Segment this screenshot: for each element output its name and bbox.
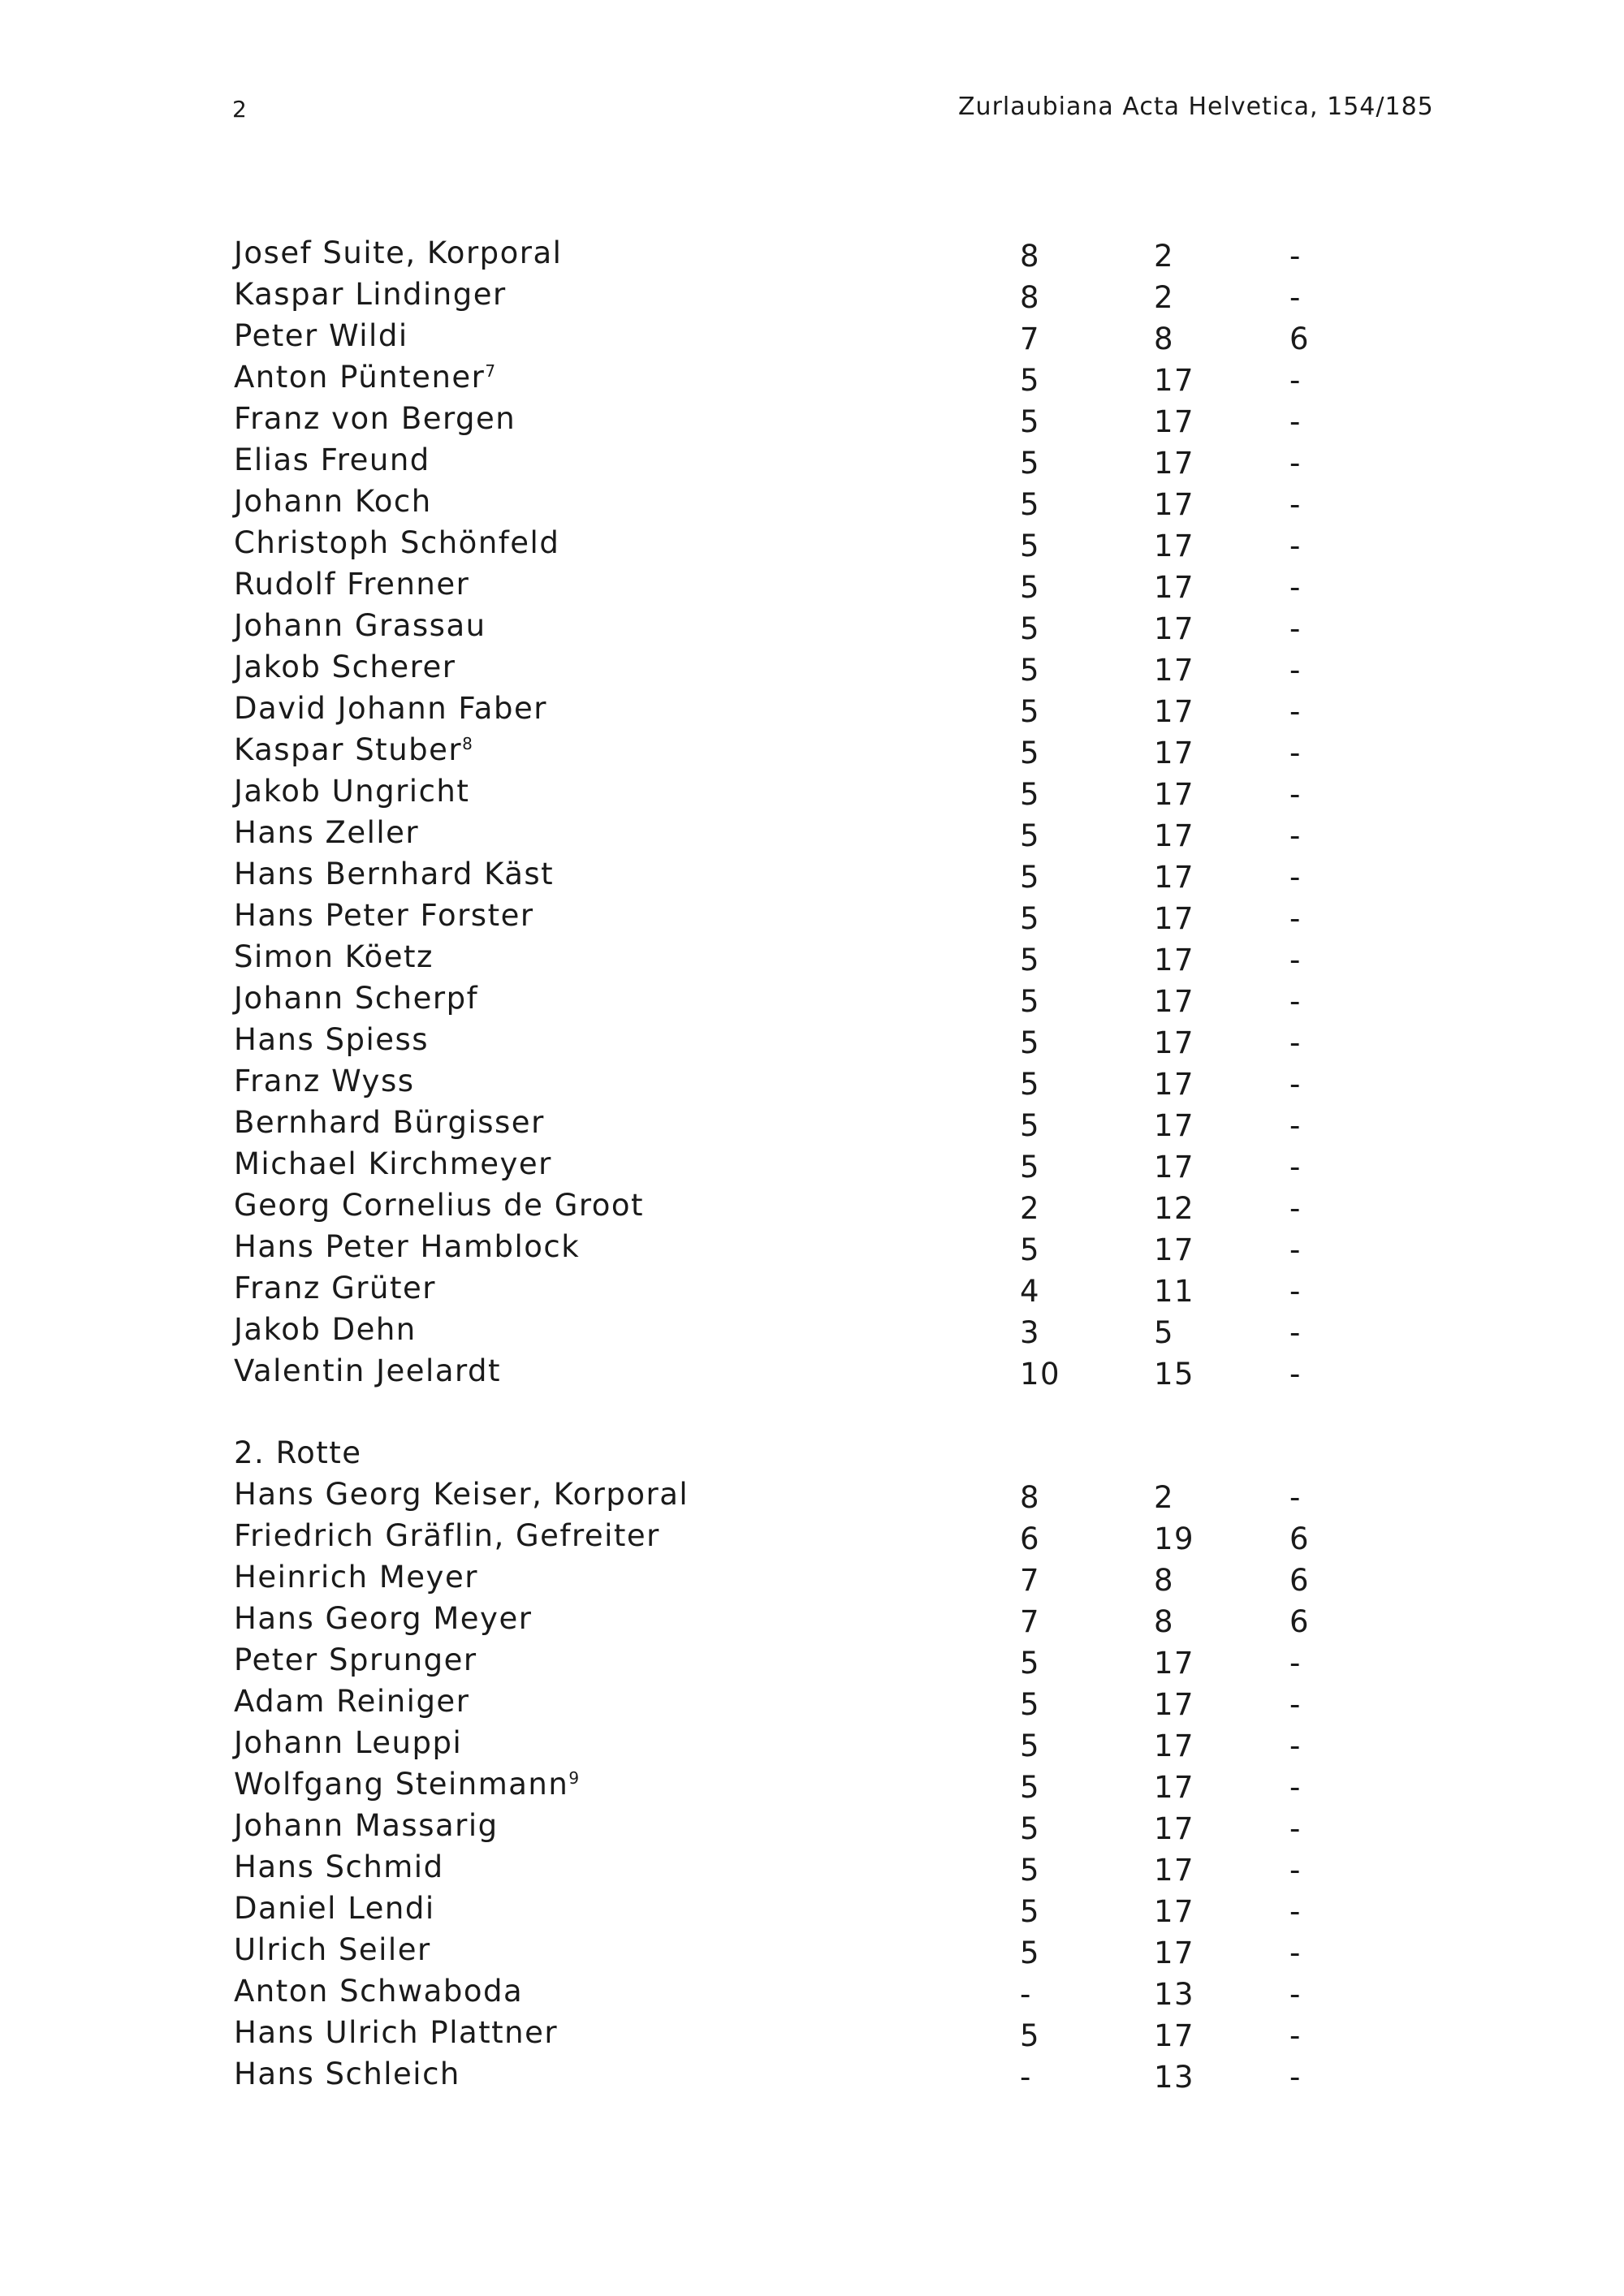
value-col-2: 19 (1154, 1521, 1195, 1556)
table-row (234, 1312, 1371, 1353)
value-col-2: 17 (1154, 1853, 1195, 1888)
table-row (234, 1477, 1371, 1518)
table-row (234, 235, 1371, 277)
table-row (234, 1105, 1371, 1146)
roster-section-1 (234, 235, 1371, 1395)
value-col-1: 5 (1020, 777, 1041, 812)
soldier-name (234, 815, 419, 850)
soldier-name (234, 1725, 462, 1760)
value-col-2: 17 (1154, 1894, 1195, 1929)
soldier-name (234, 732, 473, 767)
soldier-name (234, 567, 469, 602)
soldier-name (234, 691, 547, 726)
value-col-3: - (1289, 1150, 1302, 1185)
value-col-3: - (1289, 1480, 1302, 1515)
soldier-name-text: Franz Grüter (234, 1271, 436, 1306)
value-col-3: 6 (1289, 322, 1311, 356)
soldier-name-text: Ulrich Seiler (234, 1932, 431, 1967)
soldier-name (234, 1229, 580, 1264)
soldier-name (234, 2015, 558, 2050)
value-col-2: 17 (1154, 2018, 1195, 2053)
soldier-name-text: Johann Scherpf (234, 981, 479, 1016)
value-col-1: 5 (1020, 487, 1041, 522)
soldier-name (234, 1932, 431, 1967)
soldier-name (234, 442, 430, 477)
soldier-name (234, 318, 408, 353)
soldier-name (234, 981, 478, 1016)
value-col-3: - (1289, 1728, 1302, 1763)
soldier-name (234, 401, 516, 436)
table-row (234, 1146, 1371, 1188)
value-col-1: 5 (1020, 611, 1041, 646)
value-col-2: 17 (1154, 818, 1195, 853)
soldier-name (234, 1146, 552, 1181)
value-col-3: - (1289, 570, 1302, 605)
value-col-2: 8 (1154, 1604, 1175, 1639)
soldier-name-text: Anton Püntener (234, 360, 486, 395)
soldier-name-text: Rudolf Frenner (234, 567, 470, 602)
value-col-1: 5 (1020, 1936, 1041, 1970)
table-row (234, 442, 1371, 484)
value-col-1: 5 (1020, 1894, 1041, 1929)
table-row (234, 401, 1371, 442)
soldier-name (234, 1767, 579, 1802)
soldier-name (234, 525, 559, 560)
table-row (234, 2056, 1371, 2098)
value-col-3: - (1289, 1977, 1302, 2012)
value-col-3: - (1289, 1357, 1302, 1392)
value-col-1: 5 (1020, 901, 1041, 936)
soldier-name (234, 1518, 660, 1553)
value-col-3: - (1289, 1770, 1302, 1805)
roster-section-2 (234, 1477, 1371, 2098)
table-row (234, 898, 1371, 939)
soldier-name-text: David Johann Faber (234, 691, 547, 726)
table-row (234, 1932, 1371, 1974)
soldier-name (234, 1312, 417, 1347)
soldier-name (234, 1642, 477, 1677)
value-col-3: 6 (1289, 1521, 1311, 1556)
table-row (234, 484, 1371, 525)
value-col-2: 2 (1154, 1480, 1175, 1515)
soldier-name-text: Johann Koch (234, 484, 432, 519)
footnote-marker: 8 (462, 734, 473, 753)
value-col-3: - (1289, 818, 1302, 853)
value-col-2: 13 (1154, 1977, 1195, 2012)
soldier-name-text: Friedrich Gräflin, Gefreiter (234, 1518, 660, 1553)
value-col-3: - (1289, 1811, 1302, 1846)
table-row (234, 1891, 1371, 1932)
value-col-3: - (1289, 653, 1302, 688)
value-col-1: 5 (1020, 404, 1041, 439)
value-col-1: 5 (1020, 860, 1041, 895)
value-col-3: - (1289, 1315, 1302, 1350)
soldier-name (234, 1105, 545, 1140)
soldier-name-text: Johann Massarig (234, 1808, 499, 1843)
value-col-3: - (1289, 1853, 1302, 1888)
soldier-name (234, 1808, 499, 1843)
soldier-name-text: Hans Peter Forster (234, 898, 534, 933)
soldier-name (234, 360, 495, 395)
value-col-2: 13 (1154, 2060, 1195, 2095)
soldier-name-text: Bernhard Bürgisser (234, 1105, 545, 1140)
soldier-name-text: Hans Schmid (234, 1849, 444, 1884)
table-row (234, 608, 1371, 650)
soldier-name (234, 1188, 644, 1223)
value-col-3: - (1289, 1687, 1302, 1722)
soldier-name (234, 1849, 444, 1884)
value-col-1: 3 (1020, 1315, 1041, 1350)
table-row (234, 1808, 1371, 1849)
table-row (234, 650, 1371, 691)
value-col-1: 5 (1020, 1150, 1041, 1185)
value-col-2: 17 (1154, 943, 1195, 978)
value-col-2: 17 (1154, 446, 1195, 481)
table-row (234, 815, 1371, 857)
value-col-1: 8 (1020, 239, 1041, 274)
value-col-2: 17 (1154, 611, 1195, 646)
soldier-name (234, 898, 534, 933)
soldier-name-text: Anton Schwaboda (234, 1974, 524, 2009)
soldier-name-text: Kaspar Lindinger (234, 277, 507, 312)
soldier-name (234, 2056, 460, 2091)
soldier-name-text: Kaspar Stuber (234, 732, 463, 767)
soldier-name (234, 1353, 501, 1388)
table-row (234, 732, 1371, 774)
soldier-name-text: Adam Reiniger (234, 1684, 470, 1719)
table-row (234, 1767, 1371, 1808)
soldier-name-text: Franz von Bergen (234, 401, 516, 436)
value-col-2: 17 (1154, 1811, 1195, 1846)
footnote-marker: 9 (568, 1768, 580, 1788)
value-col-3: - (1289, 1232, 1302, 1267)
value-col-1: 5 (1020, 1025, 1041, 1060)
value-col-3: - (1289, 984, 1302, 1019)
value-col-3: - (1289, 611, 1302, 646)
value-col-2: 8 (1154, 322, 1175, 356)
table-row (234, 1974, 1371, 2015)
value-col-1: 5 (1020, 1687, 1041, 1722)
soldier-name (234, 774, 469, 809)
value-col-1: 5 (1020, 694, 1041, 729)
value-col-3: - (1289, 694, 1302, 729)
soldier-name-text: Hans Georg Keiser, Korporal (234, 1477, 689, 1512)
soldier-name (234, 484, 432, 519)
soldier-name-text: Johann Grassau (234, 608, 486, 643)
soldier-name-text: Peter Sprunger (234, 1642, 477, 1677)
table-row (234, 1353, 1371, 1395)
soldier-name-text: Michael Kirchmeyer (234, 1146, 552, 1181)
value-col-1: 2 (1020, 1191, 1041, 1226)
value-col-3: - (1289, 1936, 1302, 1970)
table-row (234, 774, 1371, 815)
soldier-name (234, 650, 456, 684)
value-col-1: 5 (1020, 529, 1041, 563)
value-col-1: 6 (1020, 1521, 1041, 1556)
table-row (234, 277, 1371, 318)
value-col-1: - (1020, 2060, 1032, 2095)
value-col-1: 5 (1020, 446, 1041, 481)
soldier-name-text: Hans Ulrich Plattner (234, 2015, 559, 2050)
value-col-1: 5 (1020, 1728, 1041, 1763)
value-col-2: 17 (1154, 653, 1195, 688)
soldier-name-text: Georg Cornelius de Groot (234, 1188, 645, 1223)
roster-table (234, 235, 1371, 2098)
table-row (234, 939, 1371, 981)
table-row (234, 1601, 1371, 1642)
value-col-1: 5 (1020, 1232, 1041, 1267)
section-heading-text: 2. Rotte (234, 1435, 362, 1470)
soldier-name-text: Jakob Ungricht (234, 774, 470, 809)
soldier-name-text: Franz Wyss (234, 1064, 415, 1098)
value-col-1: 5 (1020, 736, 1041, 770)
soldier-name-text: Daniel Lendi (234, 1891, 435, 1926)
table-row (234, 1725, 1371, 1767)
value-col-3: - (1289, 1191, 1302, 1226)
value-col-2: 17 (1154, 1108, 1195, 1143)
section-gap (234, 1395, 1371, 1435)
table-row (234, 1849, 1371, 1891)
value-col-3: - (1289, 1025, 1302, 1060)
value-col-3: - (1289, 1067, 1302, 1102)
value-col-2: 17 (1154, 901, 1195, 936)
page-number: 2 (232, 96, 248, 123)
soldier-name-text: Johann Leuppi (234, 1725, 463, 1760)
value-col-2: 17 (1154, 1687, 1195, 1722)
value-col-2: 17 (1154, 1067, 1195, 1102)
soldier-name (234, 1271, 436, 1306)
soldier-name-text: Elias Freund (234, 442, 430, 477)
value-col-2: 2 (1154, 239, 1175, 274)
value-col-1: 5 (1020, 653, 1041, 688)
value-col-1: 7 (1020, 322, 1041, 356)
soldier-name-text: Valentin Jeelardt (234, 1353, 502, 1388)
value-col-1: 5 (1020, 984, 1041, 1019)
value-col-3: - (1289, 777, 1302, 812)
value-col-3: - (1289, 446, 1302, 481)
value-col-2: 17 (1154, 487, 1195, 522)
table-row (234, 691, 1371, 732)
value-col-3: - (1289, 363, 1302, 398)
value-col-2: 2 (1154, 280, 1175, 315)
value-col-2: 5 (1154, 1315, 1175, 1350)
value-col-3: - (1289, 280, 1302, 315)
value-col-2: 11 (1154, 1274, 1195, 1309)
value-col-2: 17 (1154, 984, 1195, 1019)
value-col-1: 5 (1020, 1646, 1041, 1681)
value-col-1: 5 (1020, 570, 1041, 605)
value-col-3: - (1289, 2018, 1302, 2053)
table-row (234, 1518, 1371, 1560)
value-col-3: - (1289, 2060, 1302, 2095)
value-col-1: 10 (1020, 1357, 1061, 1392)
soldier-name (234, 1601, 532, 1636)
soldier-name-text: Hans Spiess (234, 1022, 430, 1057)
value-col-3: - (1289, 239, 1302, 274)
table-row (234, 1684, 1371, 1725)
value-col-1: 5 (1020, 1067, 1041, 1102)
value-col-2: 17 (1154, 1646, 1195, 1681)
value-col-2: 17 (1154, 1232, 1195, 1267)
value-col-3: - (1289, 736, 1302, 770)
soldier-name (234, 1560, 478, 1595)
table-row (234, 567, 1371, 608)
table-row (234, 318, 1371, 360)
section-heading (234, 1435, 1371, 1477)
soldier-name-text: Hans Georg Meyer (234, 1601, 533, 1636)
value-col-2: 17 (1154, 570, 1195, 605)
soldier-name (234, 277, 507, 312)
value-col-3: 6 (1289, 1563, 1311, 1598)
value-col-3: - (1289, 487, 1302, 522)
value-col-1: 7 (1020, 1604, 1041, 1639)
value-col-3: - (1289, 1274, 1302, 1309)
table-row (234, 1022, 1371, 1064)
soldier-name-text: Hans Bernhard Käst (234, 857, 555, 891)
soldier-name (234, 1891, 435, 1926)
table-row (234, 981, 1371, 1022)
value-col-2: 17 (1154, 777, 1195, 812)
value-col-2: 17 (1154, 1150, 1195, 1185)
soldier-name (234, 235, 562, 270)
value-col-1: 5 (1020, 1853, 1041, 1888)
value-col-1: 8 (1020, 280, 1041, 315)
value-col-2: 17 (1154, 736, 1195, 770)
value-col-2: 17 (1154, 363, 1195, 398)
table-row (234, 360, 1371, 401)
value-col-1: 5 (1020, 943, 1041, 978)
table-row (234, 1271, 1371, 1312)
value-col-2: 17 (1154, 1025, 1195, 1060)
soldier-name (234, 1684, 469, 1719)
soldier-name (234, 1064, 415, 1098)
value-col-2: 17 (1154, 1728, 1195, 1763)
table-row (234, 1229, 1371, 1271)
value-col-3: - (1289, 901, 1302, 936)
soldier-name-text: Hans Schleich (234, 2056, 460, 2091)
value-col-2: 12 (1154, 1191, 1195, 1226)
soldier-name-text: Jakob Scherer (234, 650, 456, 684)
value-col-2: 8 (1154, 1563, 1175, 1598)
value-col-3: - (1289, 529, 1302, 563)
value-col-3: - (1289, 1646, 1302, 1681)
table-row (234, 1642, 1371, 1684)
soldier-name-text: Simon Köetz (234, 939, 434, 974)
soldier-name-text: Jakob Dehn (234, 1312, 417, 1347)
value-col-2: 17 (1154, 529, 1195, 563)
value-col-1: 4 (1020, 1274, 1041, 1309)
soldier-name (234, 857, 554, 891)
value-col-3: - (1289, 404, 1302, 439)
soldier-name (234, 1022, 429, 1057)
soldier-name (234, 939, 434, 974)
value-col-1: 5 (1020, 1770, 1041, 1805)
table-row (234, 1188, 1371, 1229)
value-col-2: 17 (1154, 860, 1195, 895)
value-col-2: 17 (1154, 404, 1195, 439)
table-row (234, 857, 1371, 898)
value-col-2: 17 (1154, 1770, 1195, 1805)
soldier-name-text: Peter Wildi (234, 318, 408, 353)
soldier-name (234, 1477, 689, 1512)
table-row (234, 525, 1371, 567)
value-col-3: - (1289, 860, 1302, 895)
value-col-1: 5 (1020, 1108, 1041, 1143)
value-col-3: - (1289, 1894, 1302, 1929)
value-col-3: - (1289, 1108, 1302, 1143)
soldier-name-text: Josef Suite, Korporal (234, 235, 563, 270)
soldier-name-text: Heinrich Meyer (234, 1560, 478, 1595)
value-col-3: 6 (1289, 1604, 1311, 1639)
value-col-1: 7 (1020, 1563, 1041, 1598)
soldier-name-text: Hans Peter Hamblock (234, 1229, 581, 1264)
soldier-name (234, 608, 486, 643)
table-row (234, 2015, 1371, 2056)
value-col-1: - (1020, 1977, 1032, 2012)
table-row (234, 1064, 1371, 1105)
table-row (234, 1560, 1371, 1601)
value-col-2: 17 (1154, 1936, 1195, 1970)
value-col-1: 5 (1020, 818, 1041, 853)
soldier-name-text: Wolfgang Steinmann (234, 1767, 569, 1802)
value-col-2: 17 (1154, 694, 1195, 729)
value-col-1: 8 (1020, 1480, 1041, 1515)
running-title: Zurlaubiana Acta Helvetica, 154/185 (958, 93, 1434, 121)
footnote-marker: 7 (485, 361, 496, 381)
value-col-1: 5 (1020, 1811, 1041, 1846)
value-col-3: - (1289, 943, 1302, 978)
value-col-2: 15 (1154, 1357, 1195, 1392)
value-col-1: 5 (1020, 363, 1041, 398)
value-col-1: 5 (1020, 2018, 1041, 2053)
soldier-name-text: Hans Zeller (234, 815, 420, 850)
soldier-name (234, 1974, 523, 2009)
soldier-name-text: Christoph Schönfeld (234, 525, 560, 560)
